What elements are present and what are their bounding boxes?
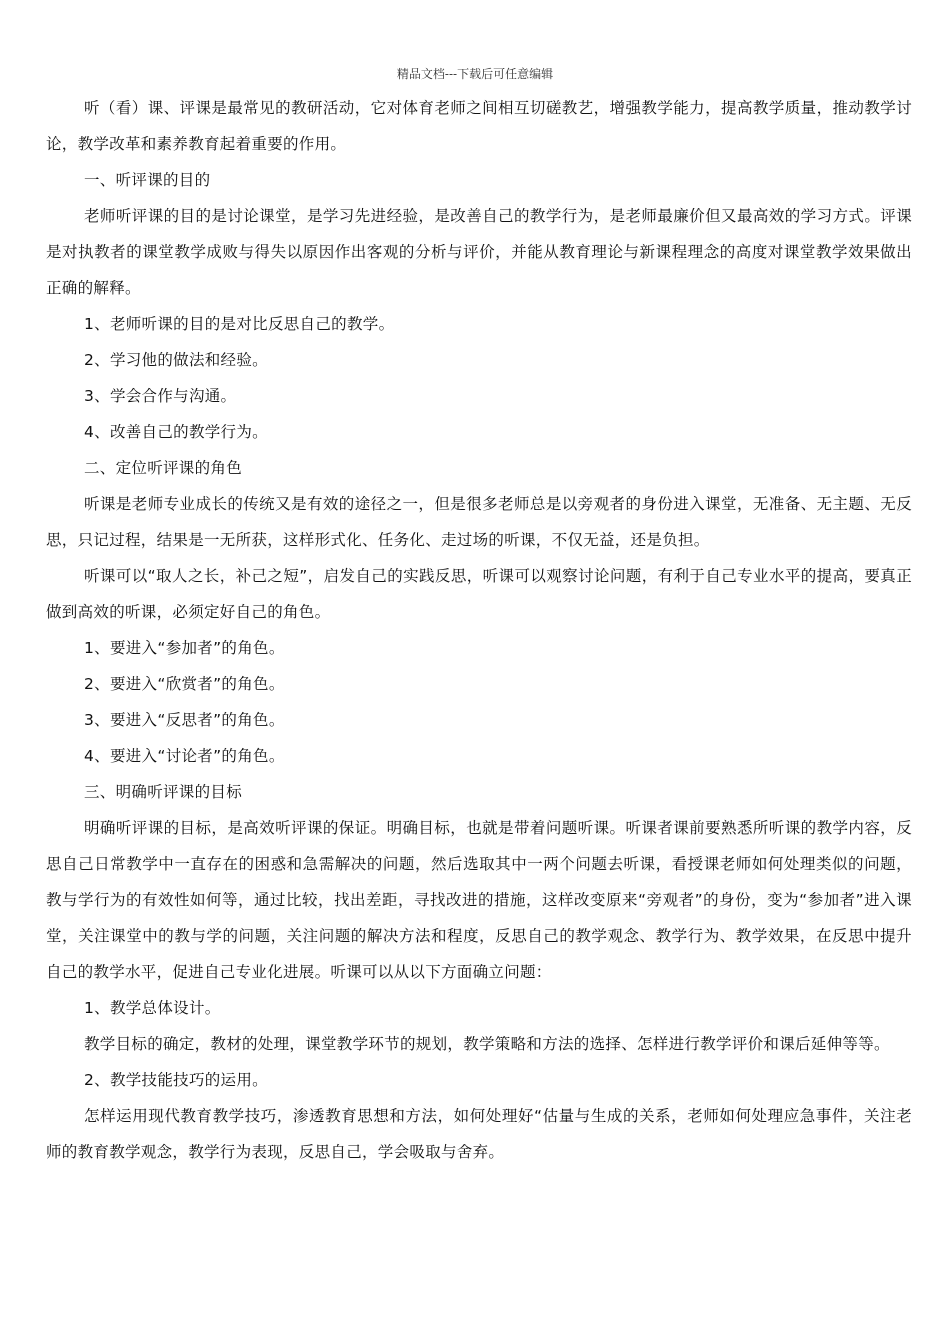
- list-item: 1、教学总体设计。: [84, 999, 221, 1017]
- list-item: 3、学会合作与沟通。: [84, 387, 237, 405]
- list-item: 4、要进入“讨论者”的角色。: [84, 747, 285, 765]
- section-heading-2: 二、定位听评课的角色: [84, 459, 243, 477]
- list-item: 2、教学技能技巧的运用。: [84, 1071, 268, 1089]
- list-item: 2、要进入“欣赏者”的角色。: [84, 675, 285, 693]
- body-paragraph: 听课可以“取人之长，补己之短”，启发自己的实践反思，听课可以观察讨论问题，有利于自己专业水平的提高，要真正做到高效的听课，必须定好自己的角色。: [46, 567, 912, 621]
- body-paragraph: 明确听评课的目标，是高效听评课的保证。明确目标，也就是带着问题听课。听课者课前要熟悉所听课的教学内容，反思自己日常教学中一直存在的困惑和急需解决的问题，然后选取其中一两个问题去听课，看授课老师如何处理类似的问题，教与学行为的有效性如何等，通过比较，找出差距，寻找改进的措施，这样改变原来“旁观者”的身份，变为“参加者”进入课堂，关注课堂中的教与学的问题，关注问题的解决方法和程度，反思自己的教学观念、教学行为、教学效果，在反思中提升自己的教学水平，促进自己专业化进展。听课可以从以下方面确立问题：: [46, 819, 912, 981]
- list-item: 1、要进入“参加者”的角色。: [84, 639, 285, 657]
- list-item: 3、要进入“反思者”的角色。: [84, 711, 285, 729]
- section-heading-1: 一、听评课的目的: [84, 171, 211, 189]
- intro-paragraph: 听（看）课、评课是最常见的教研活动，它对体育老师之间相互切磋教艺，增强教学能力，提高教学质量，推动教学讨论，教学改革和素养教育起着重要的作用。: [46, 99, 912, 153]
- list-item: 2、学习他的做法和经验。: [84, 351, 268, 369]
- body-paragraph: 听课是老师专业成长的传统又是有效的途径之一，但是很多老师总是以旁观者的身份进入课堂，无准备、无主题、无反思，只记过程，结果是一无所获，这样形式化、任务化、走过场的听课，不仅无益，还是负担。: [46, 495, 912, 549]
- list-item: 1、老师听课的目的是对比反思自己的教学。: [84, 315, 395, 333]
- page-header: 精品文档---下载后可任意编辑: [396, 67, 554, 81]
- section-heading-3: 三、明确听评课的目标: [84, 783, 243, 801]
- body-paragraph: 教学目标的确定，教材的处理，课堂教学环节的规划，教学策略和方法的选择、怎样进行教学评价和课后延伸等等。: [84, 1035, 890, 1053]
- body-paragraph: 老师听评课的目的是讨论课堂，是学习先进经验，是改善自己的教学行为，是老师最廉价但又最高效的学习方式。评课是对执教者的课堂教学成败与得失以原因作出客观的分析与评价，并能从教育理论与新课程理念的高度对课堂教学效果做出正确的解释。: [46, 207, 912, 297]
- body-paragraph: 怎样运用现代教育教学技巧，渗透教育思想和方法，如何处理好“估量与生成的关系，老师如何处理应急事件，关注老师的教育教学观念，教学行为表现，反思自己，学会吸取与舍弃。: [46, 1107, 912, 1161]
- list-item: 4、改善自己的教学行为。: [84, 423, 268, 441]
- document-body: [46, 90, 912, 1170]
